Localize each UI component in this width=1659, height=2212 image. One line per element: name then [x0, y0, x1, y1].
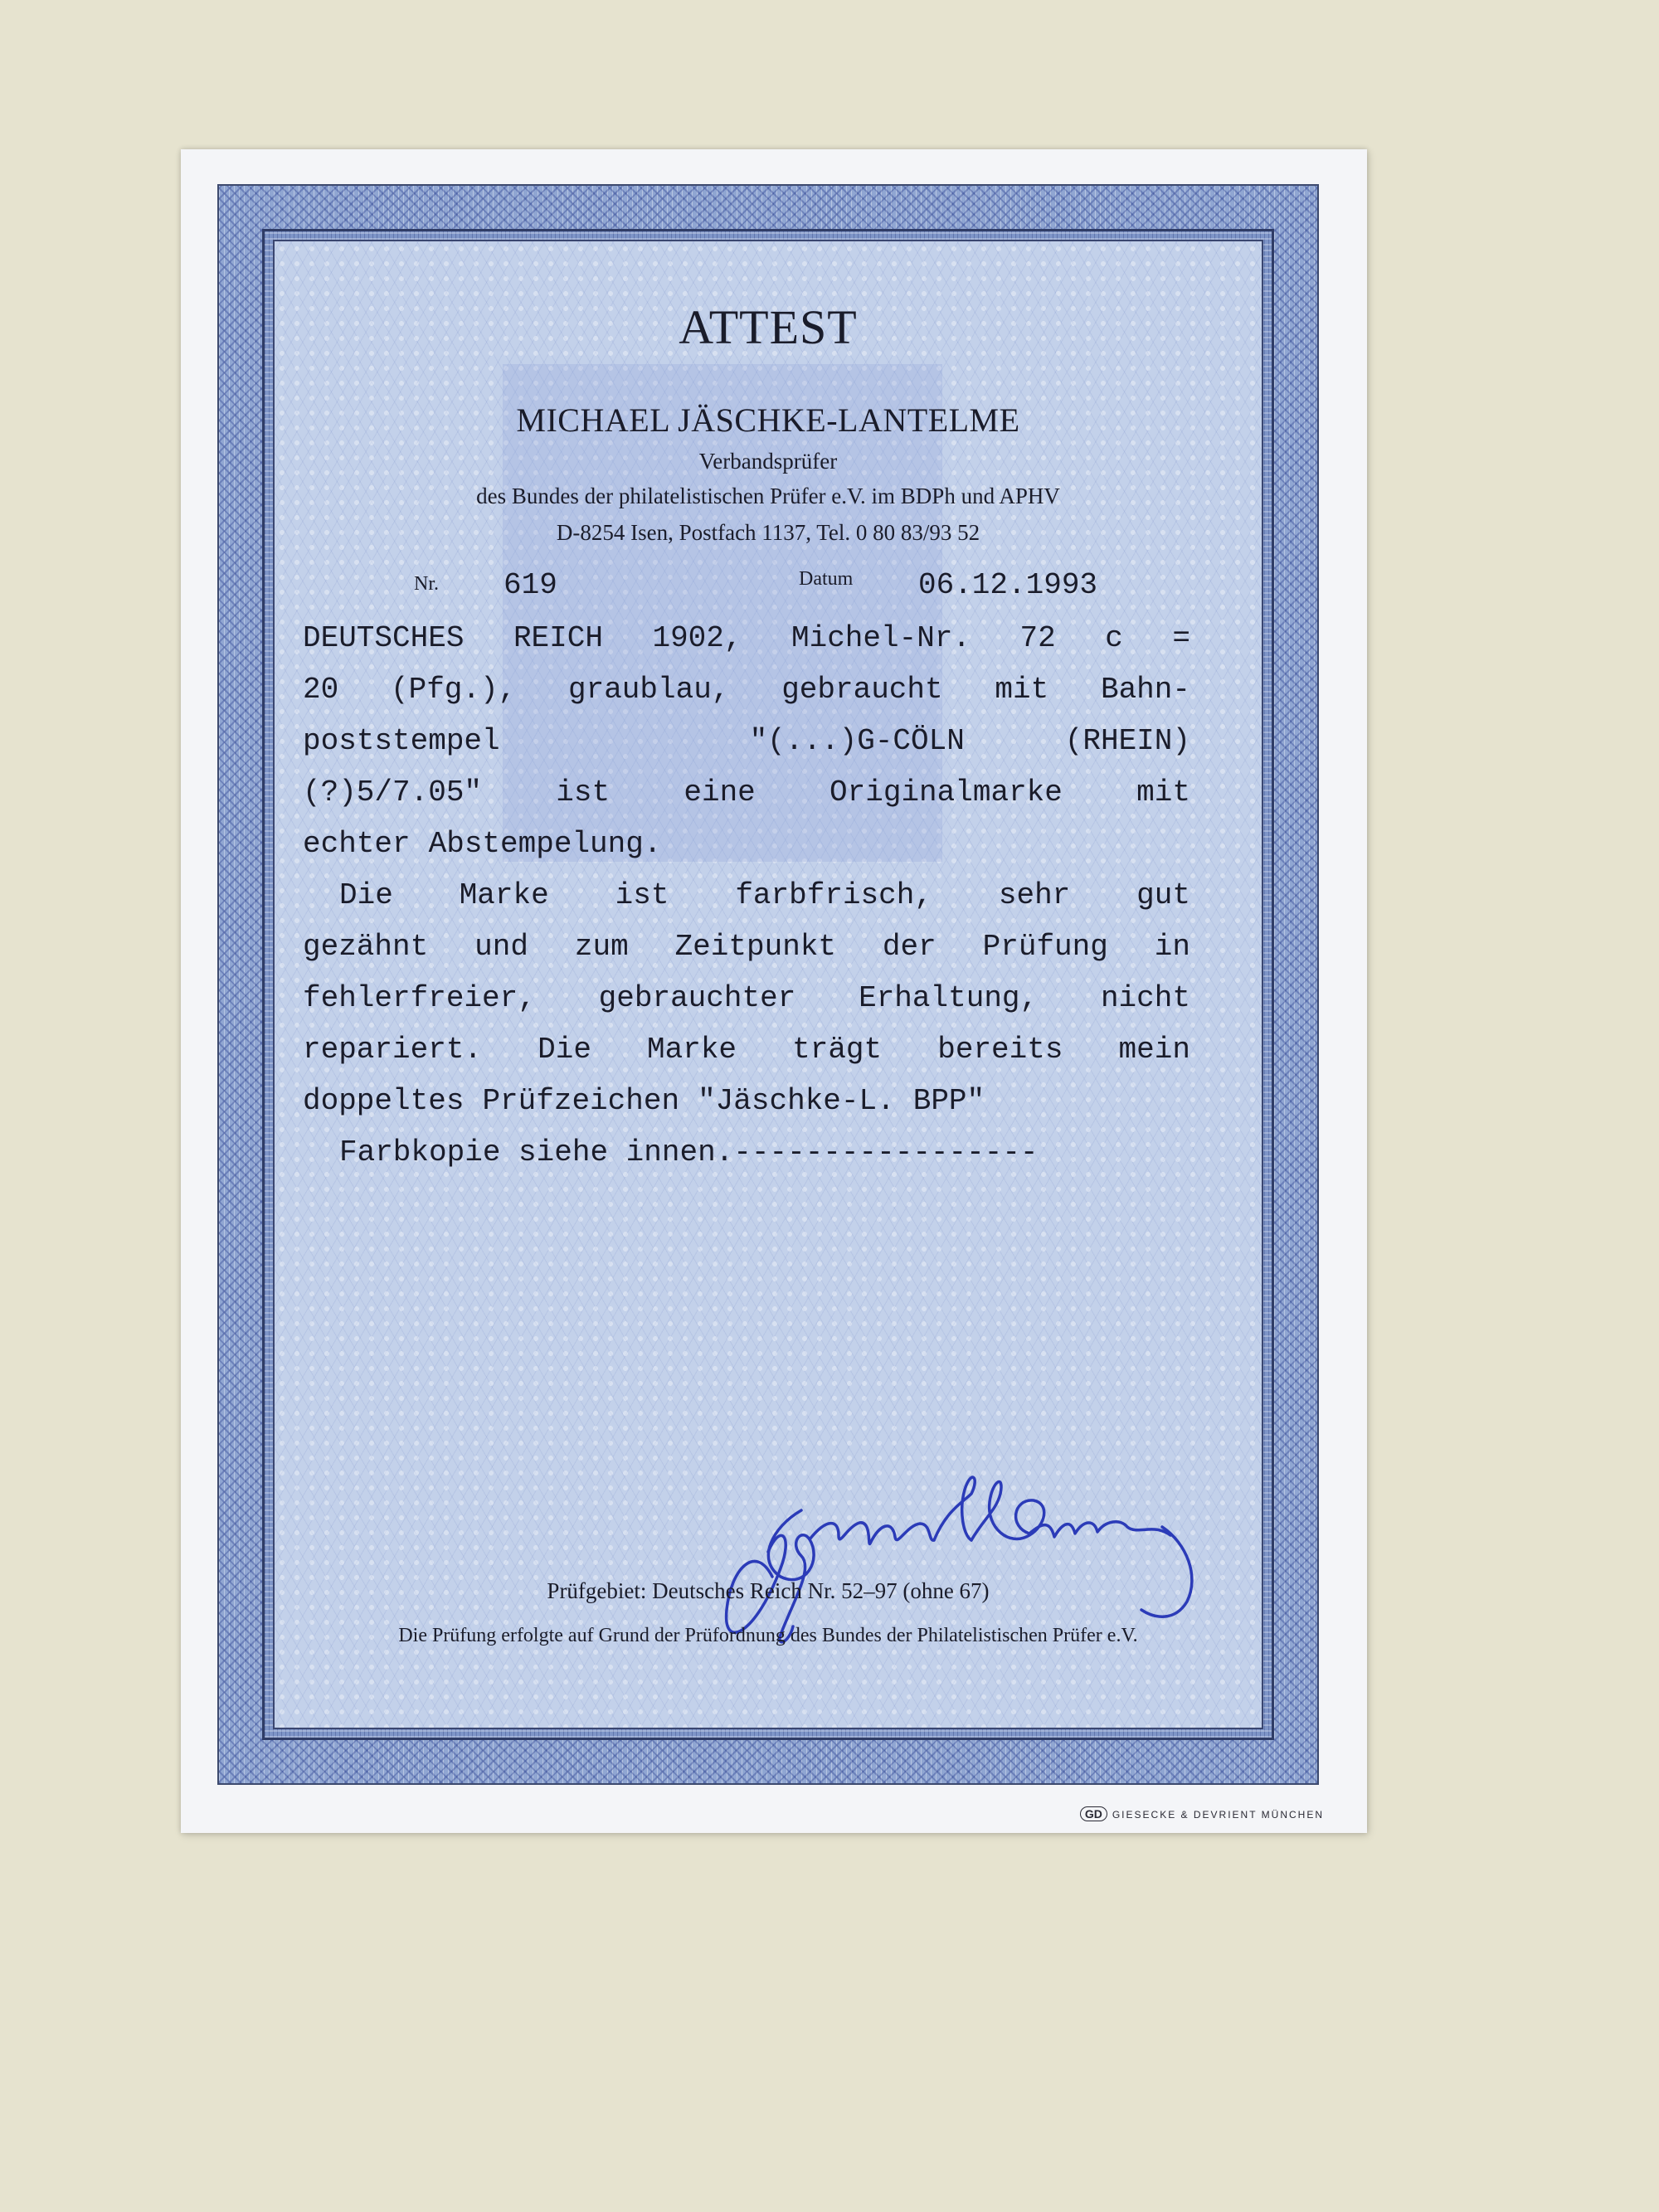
body-word: "Jäschke-L. — [698, 1084, 895, 1118]
body-word: Bahn- — [1100, 673, 1190, 707]
body-line — [303, 819, 1190, 870]
certificate-body — [303, 613, 1190, 1179]
body-word: ist — [615, 878, 669, 912]
body-word: (Pfg.), — [390, 673, 517, 707]
body-word: gezähnt — [303, 930, 429, 964]
body-word: zum — [574, 930, 629, 964]
body-word: bereits — [937, 1033, 1063, 1067]
body-line — [303, 1024, 1190, 1076]
body-line — [303, 870, 1190, 921]
body-word: Michel-Nr. — [791, 621, 971, 655]
body-word: 1902, — [652, 621, 742, 655]
body-word: graublau, — [567, 673, 730, 707]
body-word: repariert. — [303, 1033, 483, 1067]
body-word: 72 — [1019, 621, 1056, 655]
body-word: 20 — [303, 673, 339, 707]
inner-guilloche-border — [262, 229, 1274, 1740]
body-word: doppeltes — [303, 1084, 465, 1118]
body-word: Prüfzeichen — [482, 1084, 680, 1118]
body-word: Zeitpunkt — [674, 930, 837, 964]
examiner-role: Verbandsprüfer — [698, 449, 838, 474]
body-word: mit — [1136, 775, 1190, 809]
printer-logo: GD — [1080, 1806, 1107, 1821]
certificate-title: ATTEST — [679, 300, 858, 354]
examination-scope: Prüfgebiet: Deutsches Reich Nr. 52–97 (ohne 67) — [547, 1578, 990, 1603]
body-word: Marke — [459, 878, 549, 912]
date-label: Datum — [799, 568, 854, 590]
printer-name: GIESECKE & DEVRIENT MÜNCHEN — [1112, 1809, 1324, 1821]
examiner-address: D-8254 Isen, Postfach 1137, Tel. 0 80 83/93 52 — [556, 520, 980, 545]
body-word: eine — [684, 775, 756, 809]
body-word: in — [1154, 930, 1190, 964]
examiner-name: MICHAEL JÄSCHKE-LANTELME — [516, 401, 1020, 439]
number-label: Nr. — [414, 573, 439, 595]
body-word: "(...)G-CÖLN — [749, 724, 965, 758]
examiner-association: des Bundes der philatelistischen Prüfer e.V. im BDPh und APHV — [476, 484, 1060, 508]
body-line — [303, 973, 1190, 1024]
body-word: ist — [556, 775, 611, 809]
body-word: mit — [995, 673, 1049, 707]
body-word: DEUTSCHES — [303, 621, 465, 655]
body-line — [303, 1076, 1190, 1127]
body-word: = — [1172, 621, 1190, 655]
body-word: farbfrisch, — [735, 878, 932, 912]
body-word: poststempel — [303, 724, 500, 758]
body-line — [303, 921, 1190, 973]
body-word: (?)5/7.05" — [303, 775, 483, 809]
body-word: Prüfung — [982, 930, 1108, 964]
body-line — [303, 664, 1190, 716]
body-word: gebraucht — [781, 673, 943, 707]
body-word: mein — [1118, 1033, 1190, 1067]
examination-regulation: Die Prüfung erfolgte auf Grund der Prüfordnung des Bundes der Philatelistischen Prüfer e.V. — [398, 1625, 1138, 1646]
body-line — [303, 767, 1190, 819]
body-word: Farbkopie siehe innen.----------------- — [339, 1135, 1039, 1169]
body-word: Erhaltung, — [859, 981, 1039, 1015]
body-word: gut — [1136, 878, 1190, 912]
body-word: echter — [303, 827, 411, 861]
body-word: BPP" — [912, 1084, 985, 1118]
certificate-date: 06.12.1993 — [918, 568, 1098, 602]
certificate-number: 619 — [504, 568, 557, 602]
body-word: Die — [538, 1033, 591, 1067]
body-word: fehlerfreier, — [303, 981, 536, 1015]
body-word: nicht — [1100, 981, 1190, 1015]
body-line — [303, 716, 1190, 767]
body-word: (RHEIN) — [1064, 724, 1190, 758]
certificate-panel — [273, 240, 1263, 1729]
body-word: trägt — [792, 1033, 883, 1067]
body-word: sehr — [998, 878, 1071, 912]
certificate-sheet — [181, 149, 1367, 1833]
body-word: REICH — [513, 621, 603, 655]
body-word: Die — [339, 878, 393, 912]
body-word: Originalmarke — [830, 775, 1063, 809]
body-word: der — [882, 930, 937, 964]
guilloche-border — [217, 184, 1319, 1785]
body-word: gebrauchter — [598, 981, 796, 1015]
body-line — [303, 613, 1190, 664]
body-line — [303, 1127, 1190, 1179]
body-word: und — [474, 930, 528, 964]
body-word: Abstempelung. — [428, 827, 662, 861]
body-word: c — [1105, 621, 1123, 655]
body-word: Marke — [647, 1033, 737, 1067]
printer-imprint — [1080, 1806, 1324, 1821]
